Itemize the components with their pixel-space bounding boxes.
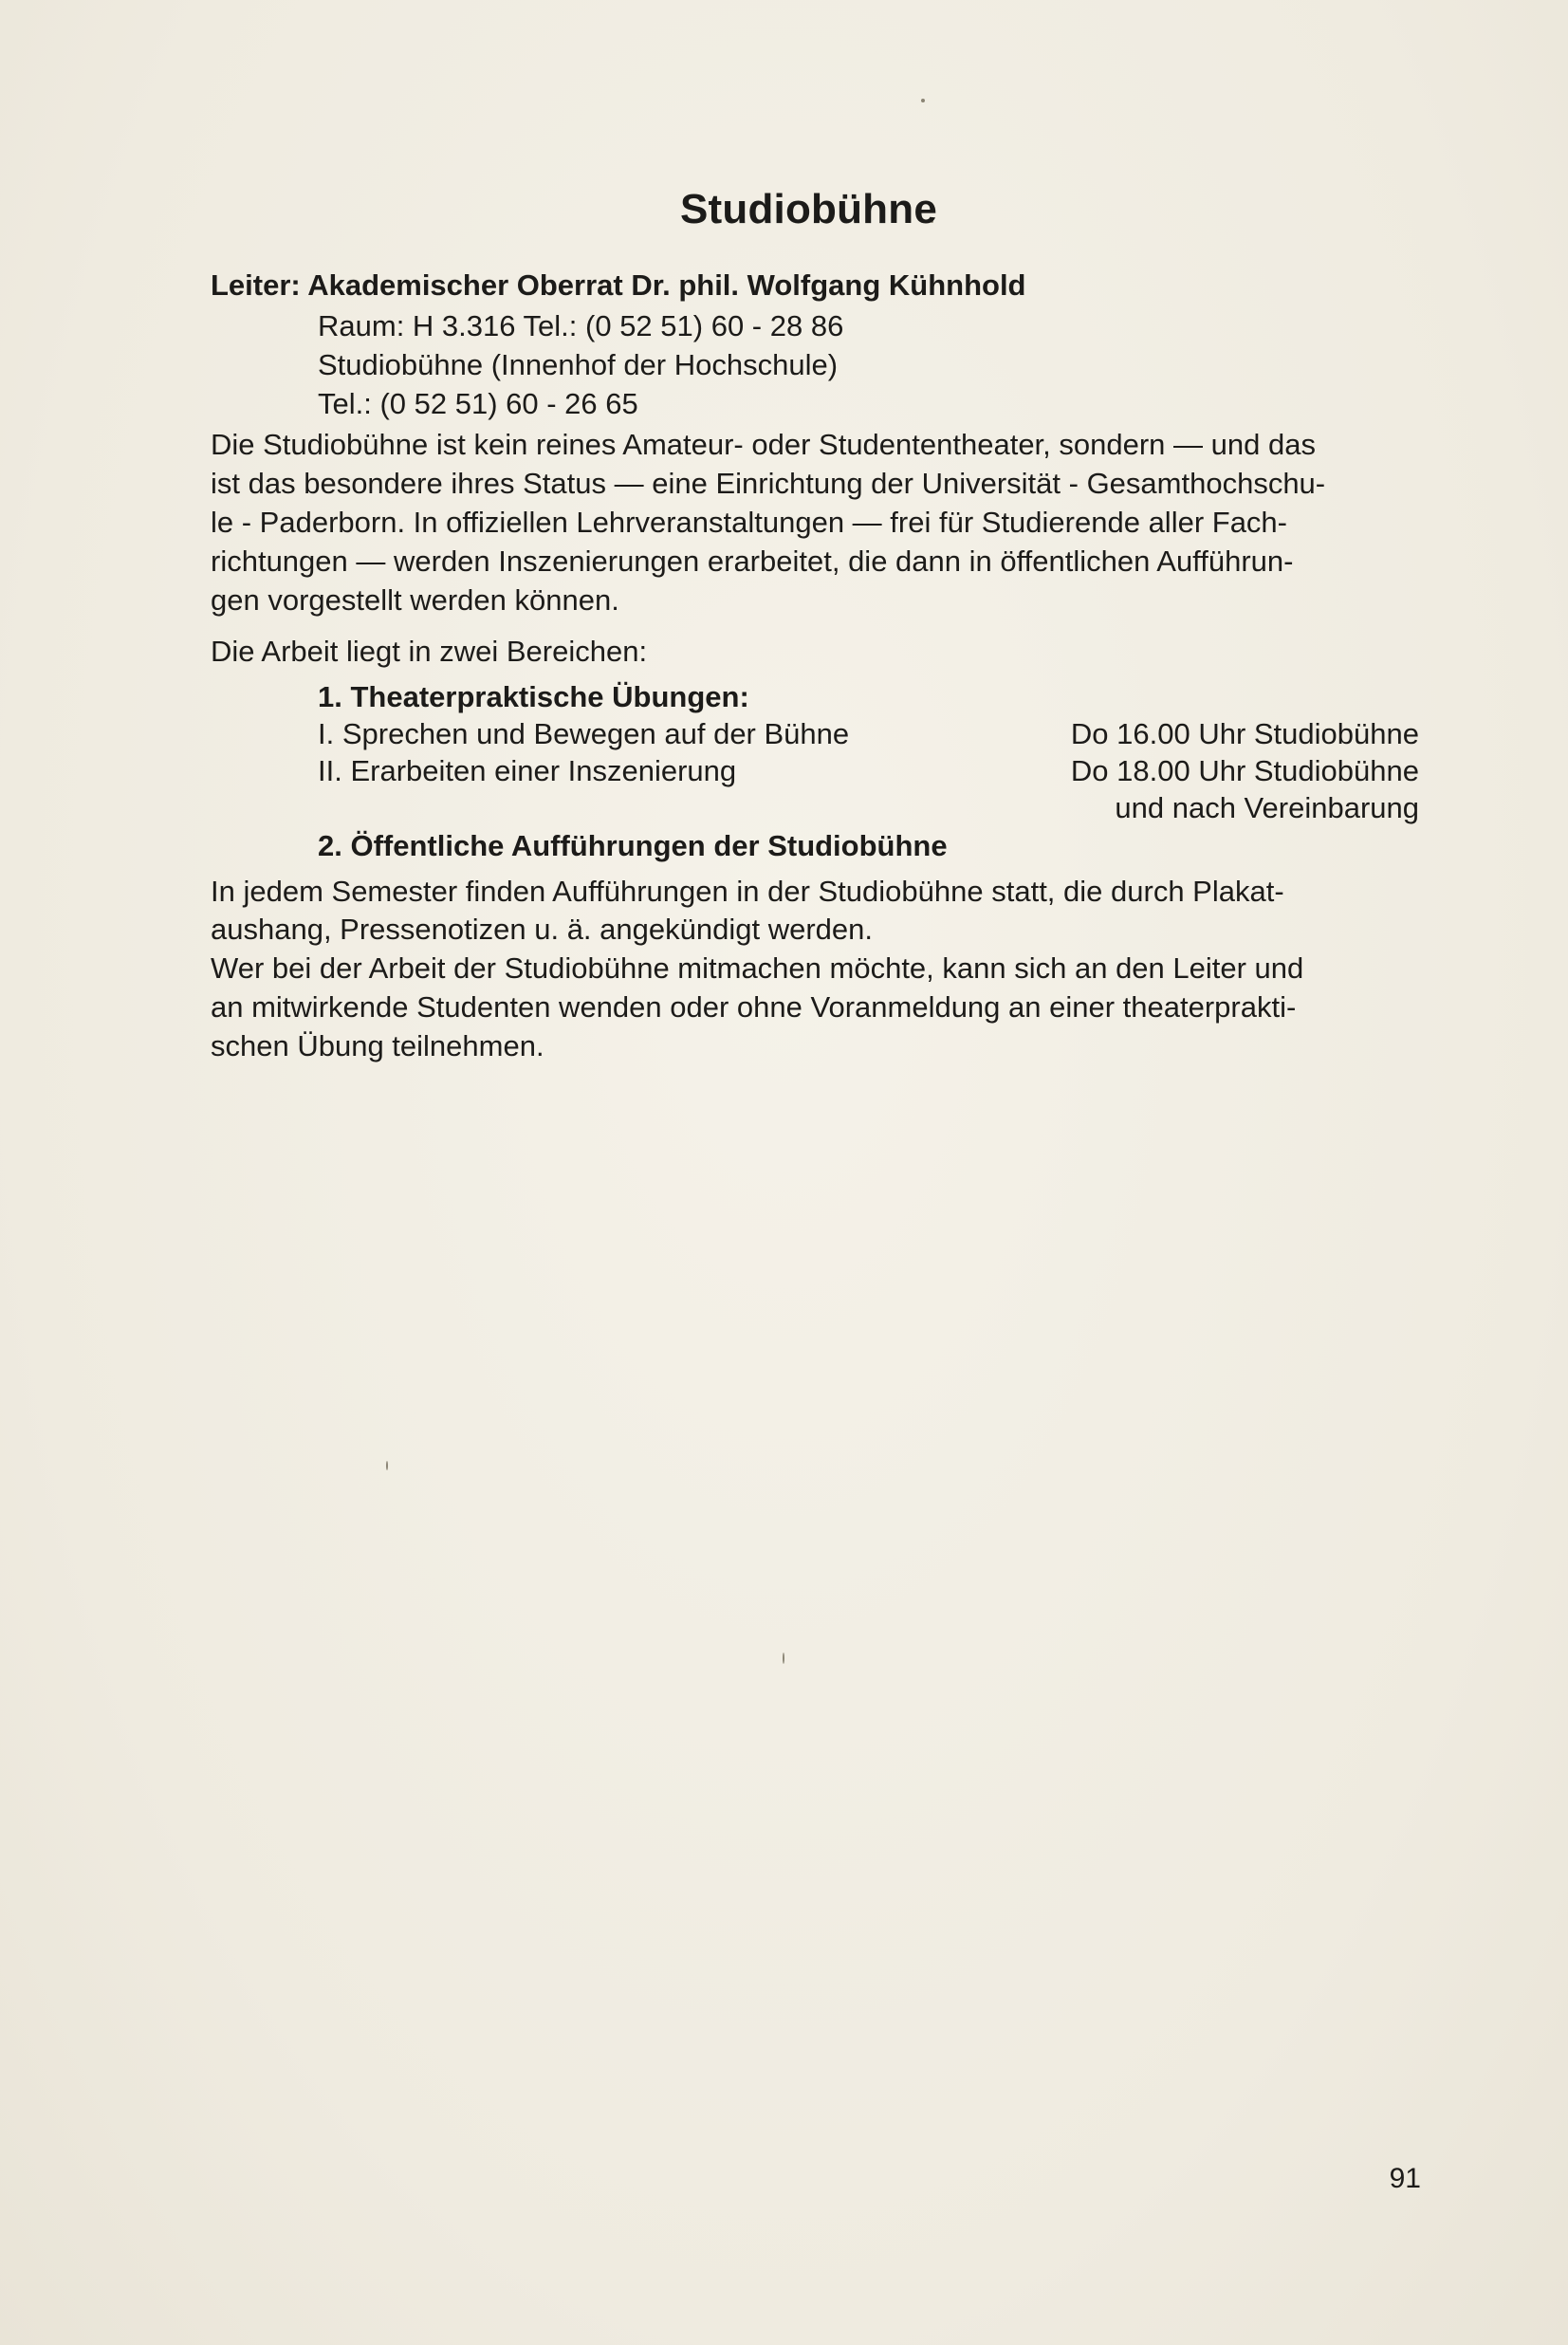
closing-line: an mitwirkende Studenten wenden oder ohne Voranmeldung an einer theaterprakti- [211,990,1297,1024]
intro-line: ist das besondere ihres Status — eine Einrichtung der Universität - Gesamthochschu- [211,467,1326,500]
intro-line: richtungen — werden Inszenierungen erarbeitet, die dann in öffentlichen Aufführun- [211,545,1294,578]
section1-heading: 1. Theaterpraktische Übungen: [318,680,749,713]
closing-line: schen Übung teilnehmen. [211,1029,544,1062]
paper-speck [783,1653,784,1664]
contact-phone: Tel.: (0 52 51) 60 - 26 65 [318,387,638,420]
closing-line: aushang, Pressenotizen u. ä. angekündigt werden. [211,913,873,946]
intro-line: le - Paderborn. In offiziellen Lehrveranstaltungen — frei für Studierende aller Fach- [211,506,1287,539]
exercise-item-2: II. Erarbeiten einer Inszenierung [318,754,737,787]
contact-location: Studiobühne (Innenhof der Hochschule) [318,348,839,381]
intro-line: gen vorgestellt werden können. [211,583,619,617]
section2-heading: 2. Öffentliche Aufführungen der Studiobühne [318,829,948,862]
areas-intro: Die Arbeit liegt in zwei Bereichen: [211,635,648,668]
paper-speck [921,99,925,102]
closing-line: In jedem Semester finden Aufführungen in der Studiobühne statt, die durch Plakat- [211,875,1284,908]
director-line: Leiter: Akademischer Oberrat Dr. phil. Wolfgang Kühnhold [211,268,1026,302]
intro-line: Die Studiobühne ist kein reines Amateur- oder Studententheater, sondern — und das [211,428,1316,461]
exercise-extra-schedule: und nach Vereinbarung [1115,791,1419,824]
exercise-item-2-schedule: Do 18.00 Uhr Studiobühne [1070,754,1419,787]
contact-room-phone: Raum: H 3.316 Tel.: (0 52 51) 60 - 28 86 [318,309,844,342]
paper-speck [386,1461,388,1470]
exercise-item-1-schedule: Do 16.00 Uhr Studiobühne [1070,717,1419,750]
closing-line: Wer bei der Arbeit der Studiobühne mitmachen möchte, kann sich an den Leiter und [211,951,1304,985]
page-number: 91 [1389,2163,1421,2194]
page-title: Studiobühne [679,186,938,232]
exercise-item-1: I. Sprechen und Bewegen auf der Bühne [318,717,850,750]
